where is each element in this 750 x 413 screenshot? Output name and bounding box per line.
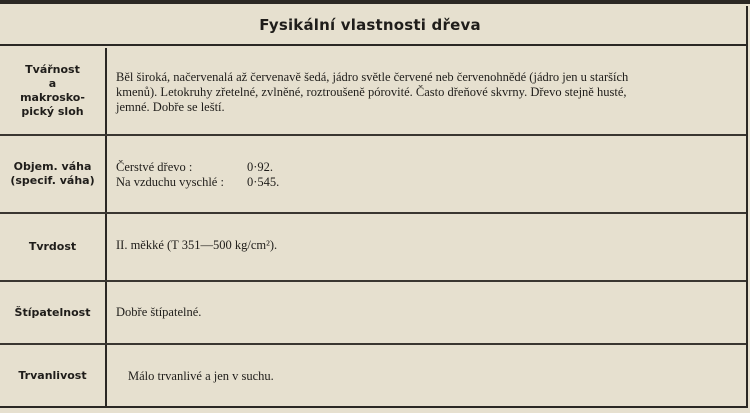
value-line: Málo trvanlivé a jen v suchu. (128, 369, 274, 383)
weight-label: Na vzduchu vyschlé : (116, 175, 224, 189)
row-divider (0, 280, 746, 282)
row-label-texture (0, 48, 105, 134)
row-divider (0, 134, 746, 136)
value-line: jemné. Dobře se leští. (116, 100, 225, 114)
value-line: Běl široká, načervenalá až červenavě šedá, jádro světle červené neb červenohnědé (jádro jen u starších (116, 70, 629, 84)
row-value-hardness (116, 238, 734, 253)
row-label-line: Trvanlivost (18, 368, 87, 382)
properties-table (0, 6, 748, 408)
row-label-density (0, 136, 105, 212)
weight-value: 0·545. (247, 175, 280, 189)
row-label-line: Tvrdost (28, 240, 77, 253)
table-title-bar (0, 6, 746, 46)
column-divider (105, 48, 107, 406)
top-rule (0, 0, 750, 4)
row-label-splittability (0, 282, 105, 343)
row-label-line: makrosko- (20, 91, 85, 104)
row-value-durability (128, 369, 746, 384)
row-divider (0, 212, 746, 214)
weight-label: Čerstvé dřevo : (116, 160, 193, 174)
value-line: II. měkké (T 351—500 kg/cm²). (116, 238, 278, 252)
value-line: kmenů). Letokruhy zřetelné, zvlněné, roztroušeně pórovité. Často dřeňové skvrny. Dřevo stejně husté, (116, 85, 627, 99)
row-label-line: pický sloh (21, 105, 84, 118)
row-label-line: Tvářnost (25, 63, 80, 76)
row-label-line: (specif. váha) (10, 174, 95, 187)
row-label-durability (0, 345, 105, 406)
weight-value: 0·92. (247, 160, 274, 174)
table-title: Fysikální vlastnosti dřeva (259, 16, 481, 34)
row-divider (0, 343, 746, 345)
row-label-line: Štípatelnost (14, 305, 91, 319)
row-label-line: a (48, 77, 57, 90)
row-label-hardness (0, 214, 105, 280)
row-label-line: Objem. váha (13, 160, 92, 173)
row-value-density (116, 160, 734, 190)
value-line: Dobře štípatelné. (116, 305, 202, 319)
row-value-splittability (116, 305, 734, 320)
row-value-texture (116, 70, 734, 115)
